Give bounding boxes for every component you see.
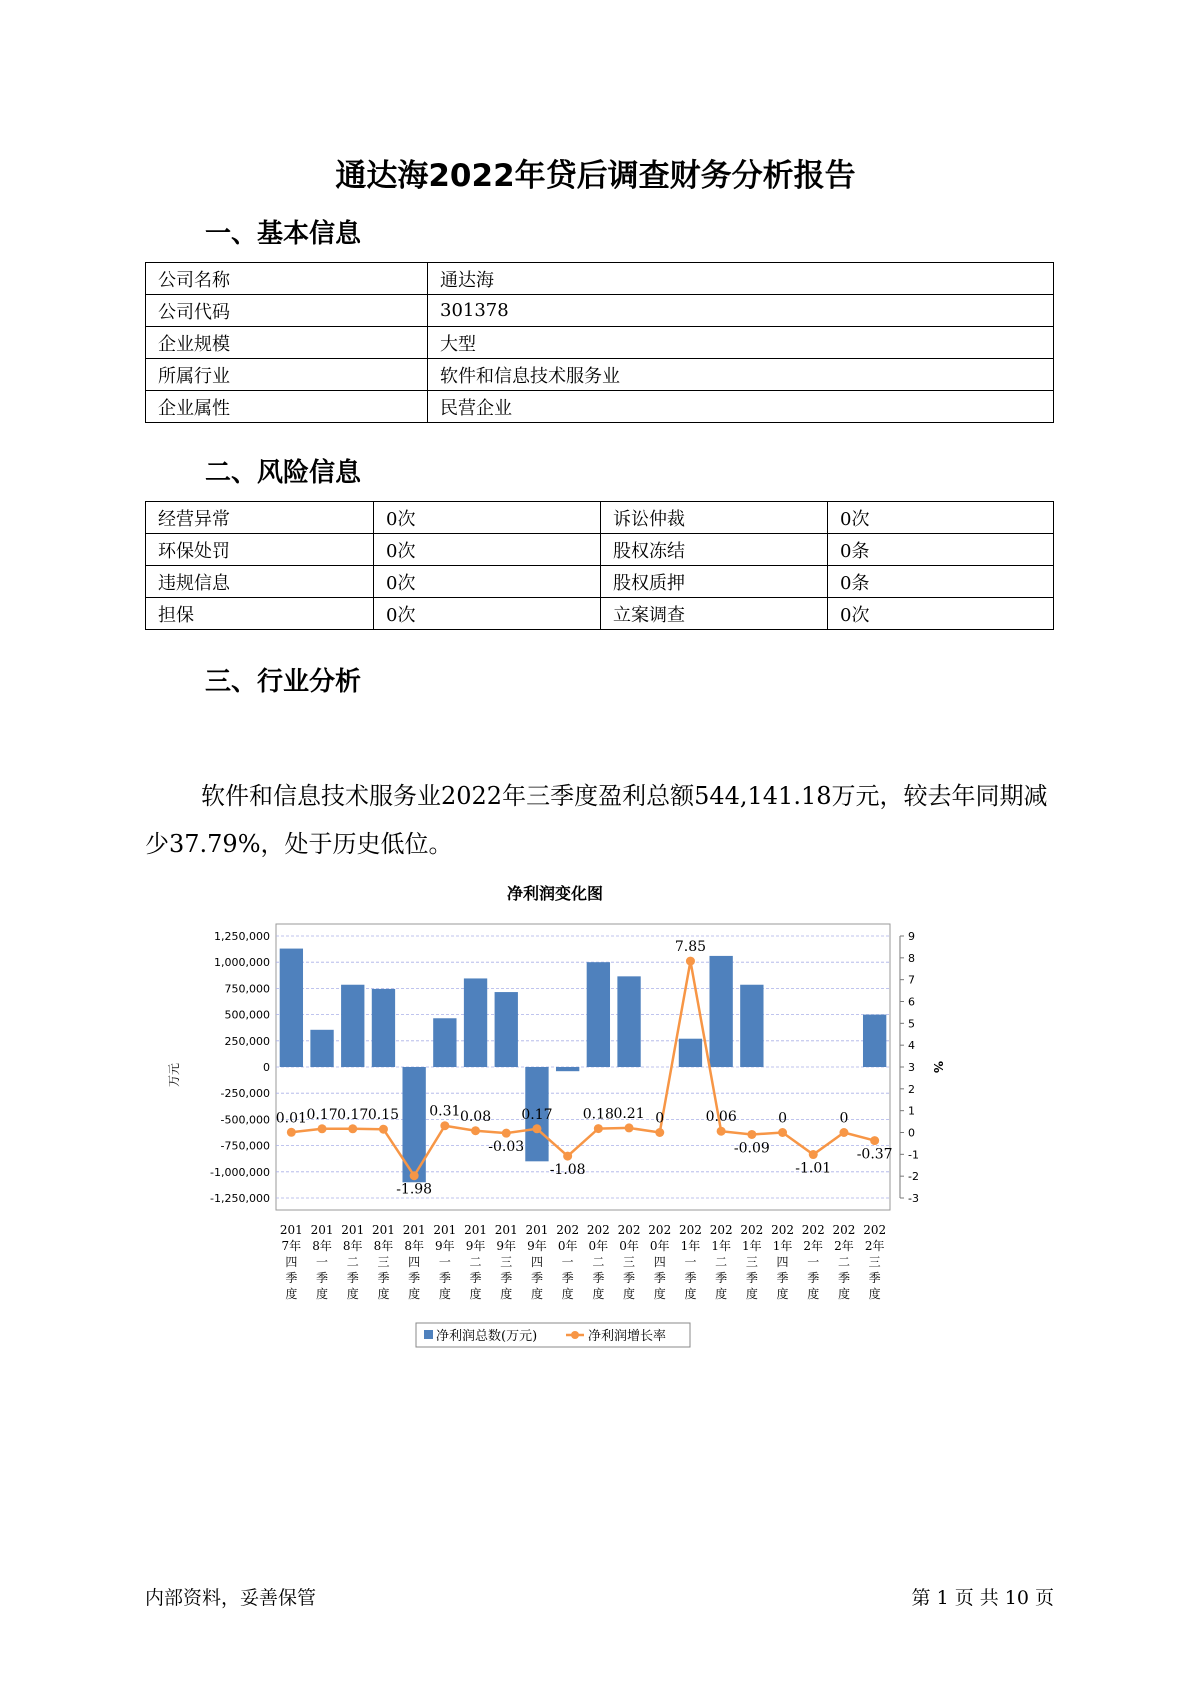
growth-rate-point (717, 1127, 726, 1136)
x-tick-label: 度 (868, 1287, 881, 1301)
x-tick-label: 一 (807, 1255, 820, 1269)
x-tick-label: 季 (500, 1271, 513, 1285)
x-tick-label: 季 (868, 1271, 881, 1285)
x-tick-label: 1年 (742, 1239, 762, 1253)
bar (740, 985, 763, 1067)
x-tick-label: 201 (433, 1223, 457, 1237)
x-tick-label: 二 (592, 1255, 605, 1269)
x-tick-label: 四 (285, 1255, 298, 1269)
basic-info-label: 企业规模 (146, 327, 428, 359)
x-tick-label: 季 (377, 1271, 390, 1285)
x-tick-label: 201 (341, 1223, 365, 1237)
x-tick-label: 季 (807, 1271, 820, 1285)
risk-value: 0次 (828, 502, 1054, 534)
x-tick-label: 二 (469, 1255, 482, 1269)
growth-rate-point (778, 1128, 787, 1137)
x-tick-label: 度 (623, 1287, 636, 1301)
bar (280, 949, 303, 1067)
basic-info-value: 大型 (428, 327, 1054, 359)
y-tick-label: 250,000 (224, 1034, 270, 1048)
x-tick-label: 季 (408, 1271, 421, 1285)
x-tick-label: 季 (837, 1271, 850, 1285)
footer-page-number: 第 1 页 共 10 页 (911, 1587, 1054, 1609)
x-tick-label: 度 (684, 1287, 697, 1301)
x-tick-label: 度 (561, 1287, 574, 1301)
y2-tick-label: 7 (908, 973, 915, 987)
x-tick-label: 季 (316, 1271, 329, 1285)
x-tick-label: 201 (279, 1223, 303, 1237)
x-tick-label: 201 (464, 1223, 488, 1237)
x-tick-label: 度 (285, 1287, 298, 1301)
risk-label: 环保处罚 (146, 534, 374, 566)
x-tick-label: 202 (863, 1223, 887, 1237)
bar (495, 992, 518, 1067)
footer-confidential-note: 内部资料，妥善保管 (145, 1587, 317, 1609)
x-tick-label: 一 (684, 1255, 697, 1269)
growth-rate-point (410, 1171, 419, 1180)
x-tick-label: 一 (438, 1255, 451, 1269)
x-tick-label: 度 (408, 1287, 421, 1301)
x-tick-label: 0年 (588, 1239, 609, 1253)
x-tick-label: 202 (617, 1223, 641, 1237)
y2-tick-label: 2 (908, 1082, 915, 1096)
risk-info-table (145, 501, 1054, 630)
growth-rate-label: 0 (839, 1110, 849, 1127)
growth-rate-label: 0.31 (429, 1103, 461, 1120)
x-tick-label: 季 (684, 1271, 697, 1285)
x-tick-label: 201 (310, 1223, 334, 1237)
y2-tick-label: 1 (908, 1104, 915, 1118)
x-tick-label: 0年 (557, 1239, 578, 1253)
x-tick-label: 202 (801, 1223, 825, 1237)
section-heading-risk-info: 二、风险信息 (205, 458, 362, 488)
growth-rate-label: 0.15 (367, 1107, 400, 1124)
legend-label-line: 净利润增长率 (588, 1329, 667, 1344)
x-tick-label: 度 (377, 1287, 390, 1301)
x-tick-label: 8年 (342, 1239, 363, 1253)
x-tick-label: 度 (776, 1287, 789, 1301)
y2-tick-label: 6 (908, 995, 915, 1009)
y-tick-label: -750,000 (220, 1139, 270, 1153)
x-tick-label: 9年 (435, 1239, 455, 1253)
basic-info-label: 公司代码 (146, 295, 428, 327)
basic-info-label: 企业属性 (146, 391, 428, 423)
x-tick-label: 季 (776, 1271, 789, 1285)
y-axis-label: 万元 (167, 1062, 181, 1088)
section-heading-basic-info: 一、基本信息 (205, 219, 362, 249)
x-tick-label: 度 (653, 1287, 666, 1301)
x-tick-label: 度 (469, 1287, 482, 1301)
y-tick-label: 0 (263, 1061, 270, 1074)
risk-info-row (146, 566, 1054, 598)
bar (556, 1067, 579, 1071)
basic-info-row (146, 327, 1054, 359)
x-tick-label: 度 (745, 1287, 758, 1301)
growth-rate-label: -0.09 (733, 1140, 770, 1157)
growth-rate-label: 0.08 (459, 1108, 492, 1125)
basic-info-row (146, 391, 1054, 423)
x-tick-label: 9年 (465, 1239, 486, 1253)
growth-rate-point (870, 1136, 879, 1145)
y-tick-label: -500,000 (220, 1113, 270, 1127)
basic-info-value: 民营企业 (428, 391, 1054, 423)
y-tick-label: -250,000 (220, 1087, 270, 1101)
x-tick-label: 二 (837, 1255, 850, 1269)
bar (863, 1015, 886, 1067)
x-tick-label: 2年 (803, 1239, 824, 1253)
x-tick-label: 0年 (619, 1239, 639, 1253)
risk-label: 股权质押 (601, 566, 828, 598)
x-tick-label: 度 (500, 1287, 513, 1301)
x-tick-label: 季 (715, 1271, 728, 1285)
basic-info-value: 通达海 (428, 263, 1054, 295)
x-tick-label: 季 (438, 1271, 451, 1285)
growth-rate-point (625, 1123, 634, 1132)
x-tick-label: 202 (586, 1223, 610, 1237)
y2-tick-label: 3 (908, 1061, 915, 1074)
x-tick-label: 度 (592, 1287, 605, 1301)
legend-label-bar: 净利润总数(万元) (436, 1329, 538, 1344)
y2-tick-label: 5 (908, 1017, 915, 1031)
x-tick-label: 1年 (711, 1239, 731, 1253)
basic-info-value: 301378 (428, 295, 1054, 327)
x-tick-label: 四 (408, 1255, 421, 1269)
x-tick-label: 1年 (772, 1239, 793, 1253)
growth-rate-label: 0.06 (705, 1109, 737, 1126)
bar (341, 985, 364, 1067)
x-tick-label: 202 (832, 1223, 856, 1237)
growth-rate-point (594, 1124, 603, 1133)
x-tick-label: 0年 (649, 1239, 670, 1253)
growth-rate-label: -1.01 (795, 1160, 832, 1177)
x-tick-label: 季 (745, 1271, 758, 1285)
x-tick-label: 一 (561, 1255, 574, 1269)
x-tick-label: 三 (868, 1255, 881, 1269)
x-tick-label: 二 (346, 1255, 359, 1269)
x-tick-label: 季 (592, 1271, 605, 1285)
growth-rate-point (532, 1124, 541, 1133)
risk-label: 股权冻结 (601, 534, 828, 566)
x-tick-label: 一 (316, 1255, 329, 1269)
x-tick-label: 201 (371, 1223, 395, 1237)
basic-info-label: 公司名称 (146, 263, 428, 295)
x-tick-label: 度 (837, 1287, 850, 1301)
x-tick-label: 三 (745, 1255, 758, 1269)
bar (679, 1039, 702, 1067)
x-tick-label: 四 (530, 1255, 543, 1269)
x-tick-label: 二 (715, 1255, 728, 1269)
x-tick-label: 2年 (864, 1239, 885, 1253)
x-tick-label: 8年 (404, 1239, 424, 1253)
x-tick-label: 202 (709, 1223, 733, 1237)
x-tick-label: 三 (500, 1255, 513, 1269)
y-tick-label: 1,250,000 (214, 930, 270, 943)
x-tick-label: 度 (346, 1287, 359, 1301)
x-tick-label: 四 (653, 1255, 666, 1269)
growth-rate-label: 0.17 (521, 1106, 553, 1123)
y2-tick-label: 8 (908, 951, 915, 965)
y-tick-label: 500,000 (224, 1008, 270, 1022)
bar (617, 976, 640, 1067)
growth-rate-label: -1.98 (396, 1181, 433, 1198)
growth-rate-label: -1.08 (549, 1162, 586, 1179)
growth-rate-label: -0.03 (488, 1139, 525, 1156)
risk-value: 0条 (828, 566, 1054, 598)
growth-rate-label: 0 (655, 1110, 665, 1127)
section-heading-industry-analysis: 三、行业分析 (205, 667, 362, 697)
basic-info-value: 软件和信息技术服务业 (428, 359, 1054, 391)
chart-title: 净利润变化图 (506, 884, 604, 903)
bar (464, 978, 487, 1067)
legend-swatch-point (571, 1331, 579, 1339)
x-tick-label: 季 (346, 1271, 359, 1285)
growth-rate-point (686, 957, 695, 966)
x-tick-label: 季 (623, 1271, 636, 1285)
x-tick-label: 三 (377, 1255, 390, 1269)
x-tick-label: 201 (494, 1223, 518, 1237)
x-tick-label: 四 (776, 1255, 789, 1269)
growth-rate-point (287, 1128, 296, 1137)
risk-value: 0次 (374, 534, 601, 566)
risk-label: 立案调查 (601, 598, 828, 630)
x-tick-label: 度 (438, 1287, 451, 1301)
growth-rate-label: 0.17 (337, 1106, 369, 1123)
risk-info-row (146, 534, 1054, 566)
y2-tick-label: 9 (908, 930, 915, 943)
y-tick-label: -1,250,000 (210, 1192, 270, 1205)
risk-value: 0次 (374, 502, 601, 534)
bar (433, 1018, 456, 1067)
growth-rate-label: -0.37 (856, 1146, 893, 1163)
growth-rate-point (809, 1150, 818, 1159)
basic-info-row (146, 359, 1054, 391)
growth-rate-point (471, 1126, 480, 1135)
legend-swatch-bar (424, 1330, 433, 1339)
y2-tick-label: -3 (908, 1192, 919, 1205)
x-tick-label: 度 (530, 1287, 543, 1301)
basic-info-row (146, 295, 1054, 327)
y2-axis-label: % (931, 1060, 945, 1074)
growth-rate-point (563, 1152, 572, 1161)
growth-rate-label: 0.17 (306, 1106, 338, 1123)
y2-tick-label: -1 (908, 1148, 919, 1162)
risk-value: 0次 (828, 598, 1054, 630)
basic-info-label: 所属行业 (146, 359, 428, 391)
x-tick-label: 季 (561, 1271, 574, 1285)
risk-value: 0条 (828, 534, 1054, 566)
basic-info-row (146, 263, 1054, 295)
x-tick-label: 2年 (834, 1239, 854, 1253)
growth-rate-point (440, 1121, 449, 1130)
net-profit-chart-svg (167, 880, 990, 1350)
x-tick-label: 7年 (281, 1239, 302, 1253)
risk-value: 0次 (374, 598, 601, 630)
x-tick-label: 202 (556, 1223, 580, 1237)
x-tick-label: 9年 (496, 1239, 517, 1253)
risk-info-row (146, 598, 1054, 630)
x-tick-label: 202 (740, 1223, 764, 1237)
growth-rate-label: 0 (778, 1110, 788, 1127)
x-tick-label: 202 (771, 1223, 795, 1237)
x-tick-label: 度 (715, 1287, 728, 1301)
x-tick-label: 9年 (527, 1239, 547, 1253)
growth-rate-label: 0.01 (275, 1110, 307, 1127)
growth-rate-point (502, 1129, 511, 1138)
y-tick-label: -1,000,000 (210, 1165, 270, 1179)
growth-rate-point (379, 1125, 388, 1134)
x-tick-label: 202 (648, 1223, 672, 1237)
x-tick-label: 8年 (373, 1239, 394, 1253)
risk-info-row (146, 502, 1054, 534)
risk-label: 担保 (146, 598, 374, 630)
y2-tick-label: 0 (908, 1126, 915, 1140)
growth-rate-label: 0.21 (613, 1105, 645, 1122)
y2-tick-label: 4 (908, 1039, 915, 1053)
x-tick-label: 季 (285, 1271, 298, 1285)
growth-rate-label: 7.85 (674, 939, 707, 956)
x-tick-label: 8年 (312, 1239, 332, 1253)
bar (587, 962, 610, 1067)
x-tick-label: 季 (469, 1271, 482, 1285)
x-tick-label: 202 (678, 1223, 702, 1237)
risk-label: 经营异常 (146, 502, 374, 534)
growth-rate-point (655, 1128, 664, 1137)
growth-rate-point (318, 1124, 327, 1133)
y-tick-label: 750,000 (224, 982, 270, 996)
risk-value: 0次 (374, 566, 601, 598)
x-tick-label: 度 (316, 1287, 329, 1301)
net-profit-chart (167, 880, 990, 1350)
x-tick-label: 季 (653, 1271, 666, 1285)
x-tick-label: 度 (807, 1287, 820, 1301)
industry-analysis-paragraph: 软件和信息技术服务业2022年三季度盈利总额544,141.18万元，较去年同期减少37.79%，处于历史低位。 (145, 782, 1048, 858)
x-tick-label: 季 (530, 1271, 543, 1285)
basic-info-table (145, 262, 1054, 423)
x-tick-label: 1年 (680, 1239, 701, 1253)
y-tick-label: 1,000,000 (214, 956, 270, 970)
bar (310, 1030, 333, 1067)
risk-label: 违规信息 (146, 566, 374, 598)
bar (372, 989, 395, 1067)
x-tick-label: 201 (402, 1223, 426, 1237)
growth-rate-point (839, 1128, 848, 1137)
bar (709, 956, 732, 1067)
y2-tick-label: -2 (908, 1170, 919, 1184)
page-title: 通达海2022年贷后调查财务分析报告 (335, 158, 856, 194)
growth-rate-label: 0.18 (582, 1106, 614, 1123)
risk-label: 诉讼仲裁 (601, 502, 828, 534)
growth-rate-point (747, 1130, 756, 1139)
x-tick-label: 201 (525, 1223, 549, 1237)
growth-rate-point (348, 1124, 357, 1133)
x-tick-label: 三 (623, 1255, 636, 1269)
